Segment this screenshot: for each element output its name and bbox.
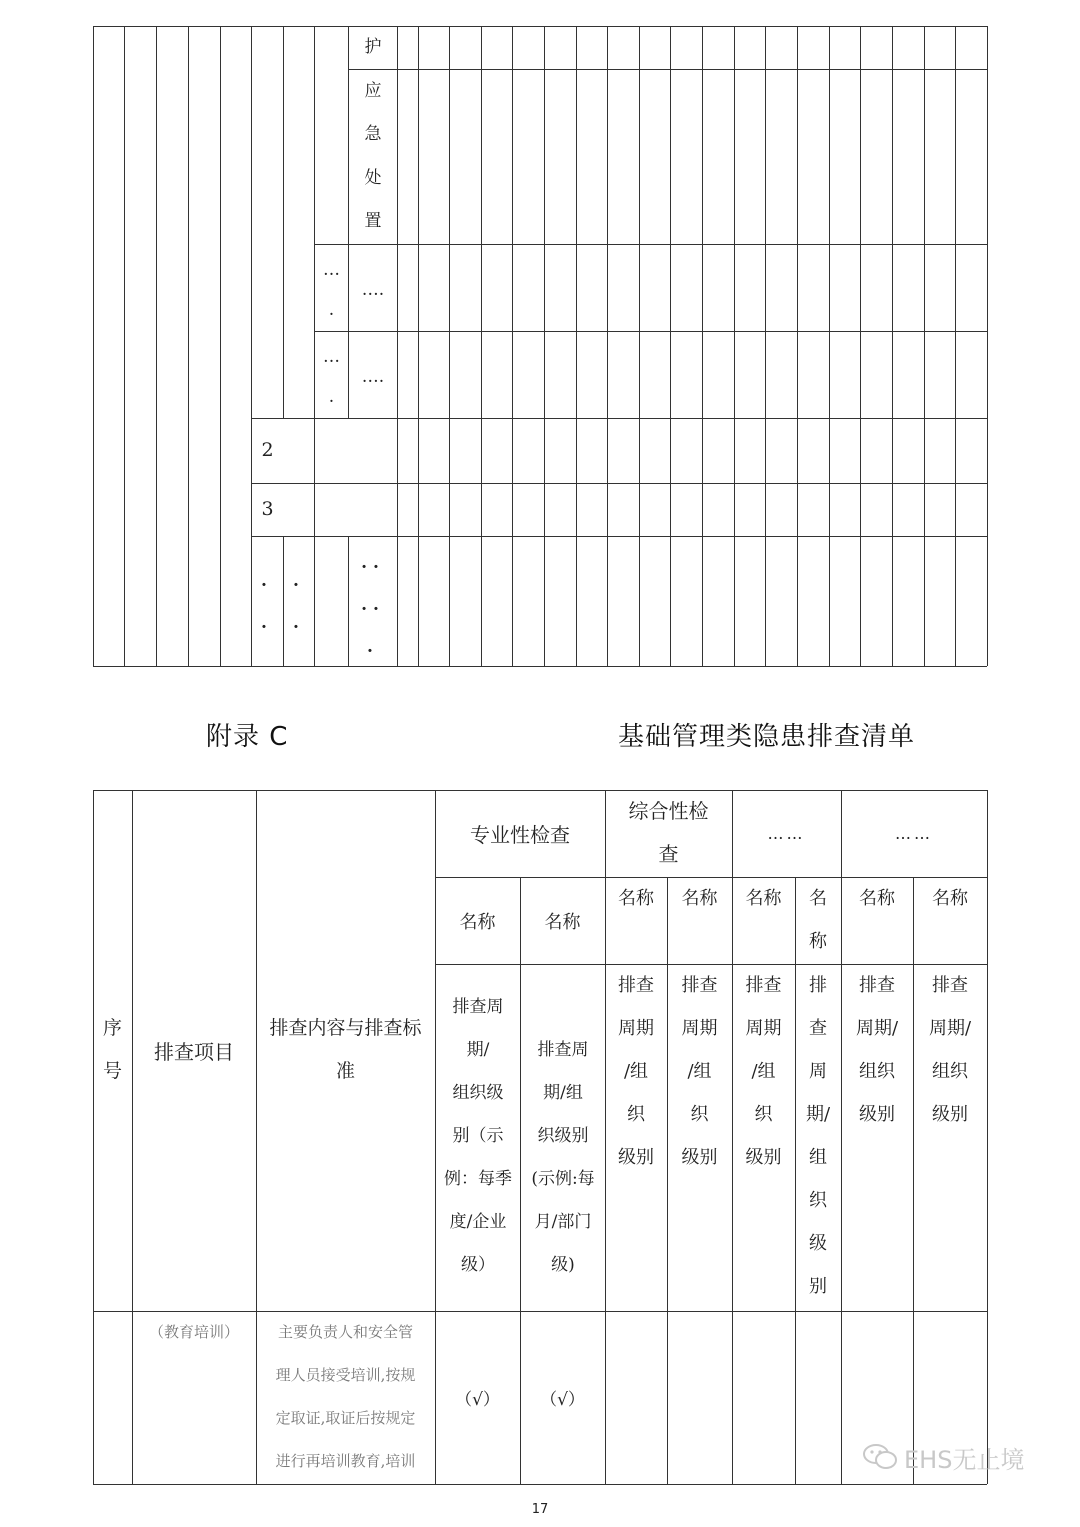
ellipsis-row2-left: … . <box>323 347 340 407</box>
page-number: 17 <box>531 1502 549 1517</box>
row1-check-1: （√） <box>455 1390 500 1410</box>
watermark <box>862 1432 1062 1482</box>
period-header-3: 排查 周期 /组 织 级别 <box>618 975 654 1168</box>
row-number-2: 2 <box>261 439 274 461</box>
emergency-handling-label: 护 应 急 处 置 <box>364 37 382 232</box>
name-header-2: 名称 <box>544 911 581 933</box>
period-header-2: 排查周 期/组 织级别 (示例:每 月/部门 级) <box>531 1040 595 1275</box>
period-header-6: 排 查 周 期/ 组 织 级 别 <box>805 975 831 1297</box>
wechat-icon <box>862 1442 898 1472</box>
group-header-more-1: …… <box>767 824 806 843</box>
dots-col-c: . . . . . <box>361 553 379 657</box>
dots-col-b: . . <box>293 571 299 633</box>
ellipsis-row1-right: …. <box>361 280 385 300</box>
name-header-1: 名称 <box>459 911 496 933</box>
dots-col-a: . . <box>261 571 267 633</box>
period-header-7: 排查 周期/ 组织 级别 <box>855 975 899 1125</box>
page-title: 基础管理类隐患排查清单 <box>618 722 916 752</box>
watermark-text: EHS无止境 <box>904 1445 1025 1474</box>
row1-content: 主要负责人和安全管 理人员接受培训,按规 定取证,取证后按规定 进行再培训教育,培训 <box>275 1323 416 1470</box>
group-header-comprehensive: 综合性检 查 <box>628 799 709 866</box>
name-header-8: 名称 <box>932 888 968 909</box>
name-header-7: 名称 <box>859 888 895 909</box>
period-header-5: 排查 周期 /组 织 级别 <box>745 975 782 1168</box>
col-header-item: 排查项目 <box>154 1040 234 1064</box>
group-header-more-2: …… <box>895 824 933 843</box>
name-header-6: 名 称 <box>809 888 827 952</box>
appendix-label: 附录 C <box>206 722 289 752</box>
row1-item: （教育培训） <box>148 1323 239 1341</box>
col-header-content: 排查内容与排查标 准 <box>269 1017 422 1082</box>
row1-check-2: （√） <box>540 1390 585 1410</box>
name-header-4: 名称 <box>681 888 718 909</box>
ellipsis-row2-right: …. <box>361 367 385 387</box>
ellipsis-row1-left: … . <box>323 260 340 320</box>
name-header-5: 名称 <box>745 888 782 909</box>
group-header-professional: 专业性检查 <box>470 823 570 847</box>
name-header-3: 名称 <box>618 888 654 909</box>
row-number-3: 3 <box>261 498 274 520</box>
period-header-4: 排查 周期 /组 织 级别 <box>681 975 718 1168</box>
col-header-seq: 序 号 <box>102 1017 122 1082</box>
period-header-8: 排查 周期/ 组织 级别 <box>928 975 972 1125</box>
period-header-1: 排查周 期/ 组织级 别（示 例：每季 度/企业 级） <box>444 997 512 1275</box>
